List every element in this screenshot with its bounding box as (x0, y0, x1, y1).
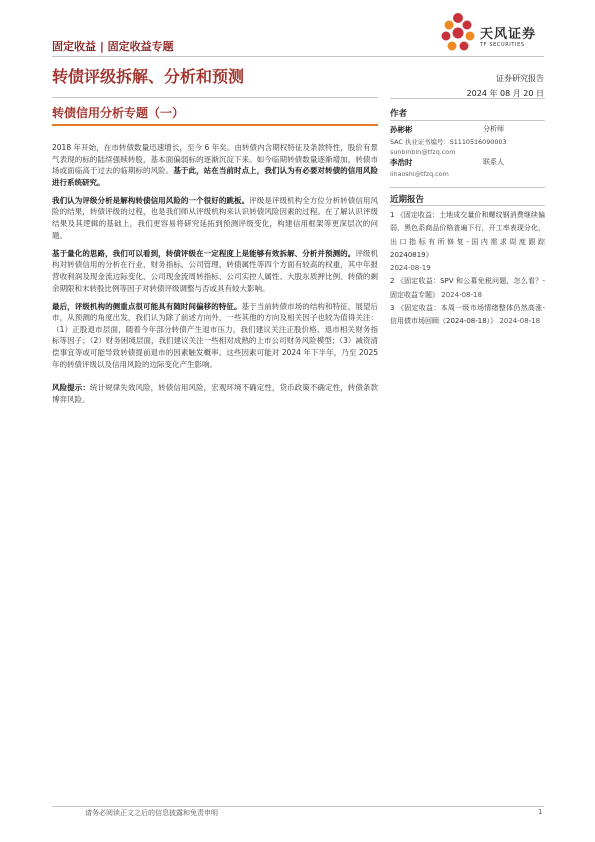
authors-divider (390, 120, 545, 121)
title-divider (52, 97, 378, 98)
author-2 (390, 157, 504, 178)
page-subtitle: 转债信用分析专题（一） (52, 106, 185, 120)
logo-subtext: TF SECURITIES (480, 42, 525, 48)
page-title: 转债评级拆解、分析和预测 (52, 67, 245, 86)
logo-text: 天风证券 (480, 27, 537, 42)
summary-column (52, 142, 378, 412)
header-divider (52, 56, 544, 57)
logo-mark-icon (440, 12, 476, 52)
summary-paragraph-4: 最后，评级机构的侧重点很可能具有随时间偏移的特征。基于当前转债市场的结构和特征，展望后市，从预测的角度出发，我们认为除了前述方向外，一些其他的方向及相关因子也较为值得关注：（1）正股退市层面，随着今年部分转债产生退市压力，我们建议关注正股价格、退市相关财务指标等因子；（2）财务困境层面，我们建议关注一些相对成熟的上市公司财务风险模型；（3）减资清偿事宜等或可能导致转债提前退市的因素触发概率。这些因素可能对 2024 年下半年，乃至 2025 年的转债评级以及信用风险的边际变化产生影响。 (52, 301, 379, 369)
risk-warning: 风险提示：统计规律失效风险，转债信用风险，宏观环境不确定性，货币政策不确定性，转债条款博弈风险。 (52, 383, 379, 404)
recent-reports-list (390, 209, 545, 329)
footer-divider (52, 806, 544, 807)
summary-paragraph-1: 2018 年开始，在市转债数量迅速增长，至今 6 年矣。由转债内含期权特征及条款特性，股价有景气表现的标的陆续强赎转股，基本面偏弱标的逐渐沉淀下来。如今临期转债数量逐渐增加，转债市场或面临高于过去的临期标的风险。基于此，站在当前时点上，我们认为有必要对转债的信用风险进行系统研究。 (52, 143, 379, 187)
author-email[interactable]: lihaoshi@tfzq.com (390, 170, 449, 178)
author-role: 分析师 (483, 125, 504, 133)
header-category: 固定收益 | 固定收益专题 (52, 40, 174, 53)
authors-heading: 作者 (390, 109, 408, 119)
recent-divider (390, 205, 545, 206)
sidebar-divider (390, 98, 545, 99)
report-type: 证券研究报告 (496, 74, 544, 83)
summary-paragraph-3: 基于量化的思路，我们可以看到，转债评级在一定程度上是能够有效拆解、分析并预测的。评级机构对转债信用的分析在行业、财务指标、公司管理、转债属性等四个方面有较高的权重，其中年报营收利润及现金流边际变化、公司现金流周转指标、公司实控人属性、大股东质押比例、转债的剩余期限和末转股比例等因子对转债评级调整与否或具有较大影响。 (52, 248, 379, 293)
author-email[interactable]: sunbinbin@tfzq.com (390, 148, 456, 156)
page-number: 1 (538, 808, 543, 816)
summary-paragraph-2: 我们认为评级分析是解构转债信用风险的一个很好的跳板。评级是评级机构全方位分析转债信用风险的结果，转债评级的过程，也是我们师从评级机构来认识转债风险因素的过程。在了解认识评级结果及其逻辑的基础上，我们更容易将研究延拓到预测评级变化，构建信用框架等更深层次的问题。 (52, 195, 379, 240)
recent-report-item[interactable]: 1 《固定收益：土地成交量价和螺纹钢消费继续偏弱，黑色系商品价格普遍下行，开工率表现分化，出口指标有所修复-国内需求周度跟踪 20240819》 2024-08-19 (390, 211, 545, 273)
recent-top-divider (390, 187, 545, 188)
author-1 (390, 124, 507, 156)
author-sac-number: SAC 执业证书编号：S1110516090003 (390, 138, 507, 146)
author-name: 李浩时 (390, 158, 413, 167)
recent-reports-heading: 近期报告 (390, 195, 425, 205)
footer-disclaimer: 请务必阅读正文之后的信息披露和免责申明 (85, 809, 218, 817)
tf-securities-logo (440, 12, 550, 52)
report-date: 2024 年 08 月 20 日 (466, 89, 544, 98)
subtitle-underline (52, 124, 378, 126)
author-role: 联系人 (483, 158, 504, 166)
recent-report-item[interactable]: 3 《固定收益：本周一级市场情绪整体仍然高涨-信用债市场回顾（2024-08-18）》 2024-08-18 (390, 304, 545, 326)
recent-report-item[interactable]: 2 《固定收益：SPV 和公募免税问题，怎么看？-固定收益专题》 2024-08-18 (390, 277, 545, 299)
author-name: 孙彬彬 (390, 125, 413, 134)
